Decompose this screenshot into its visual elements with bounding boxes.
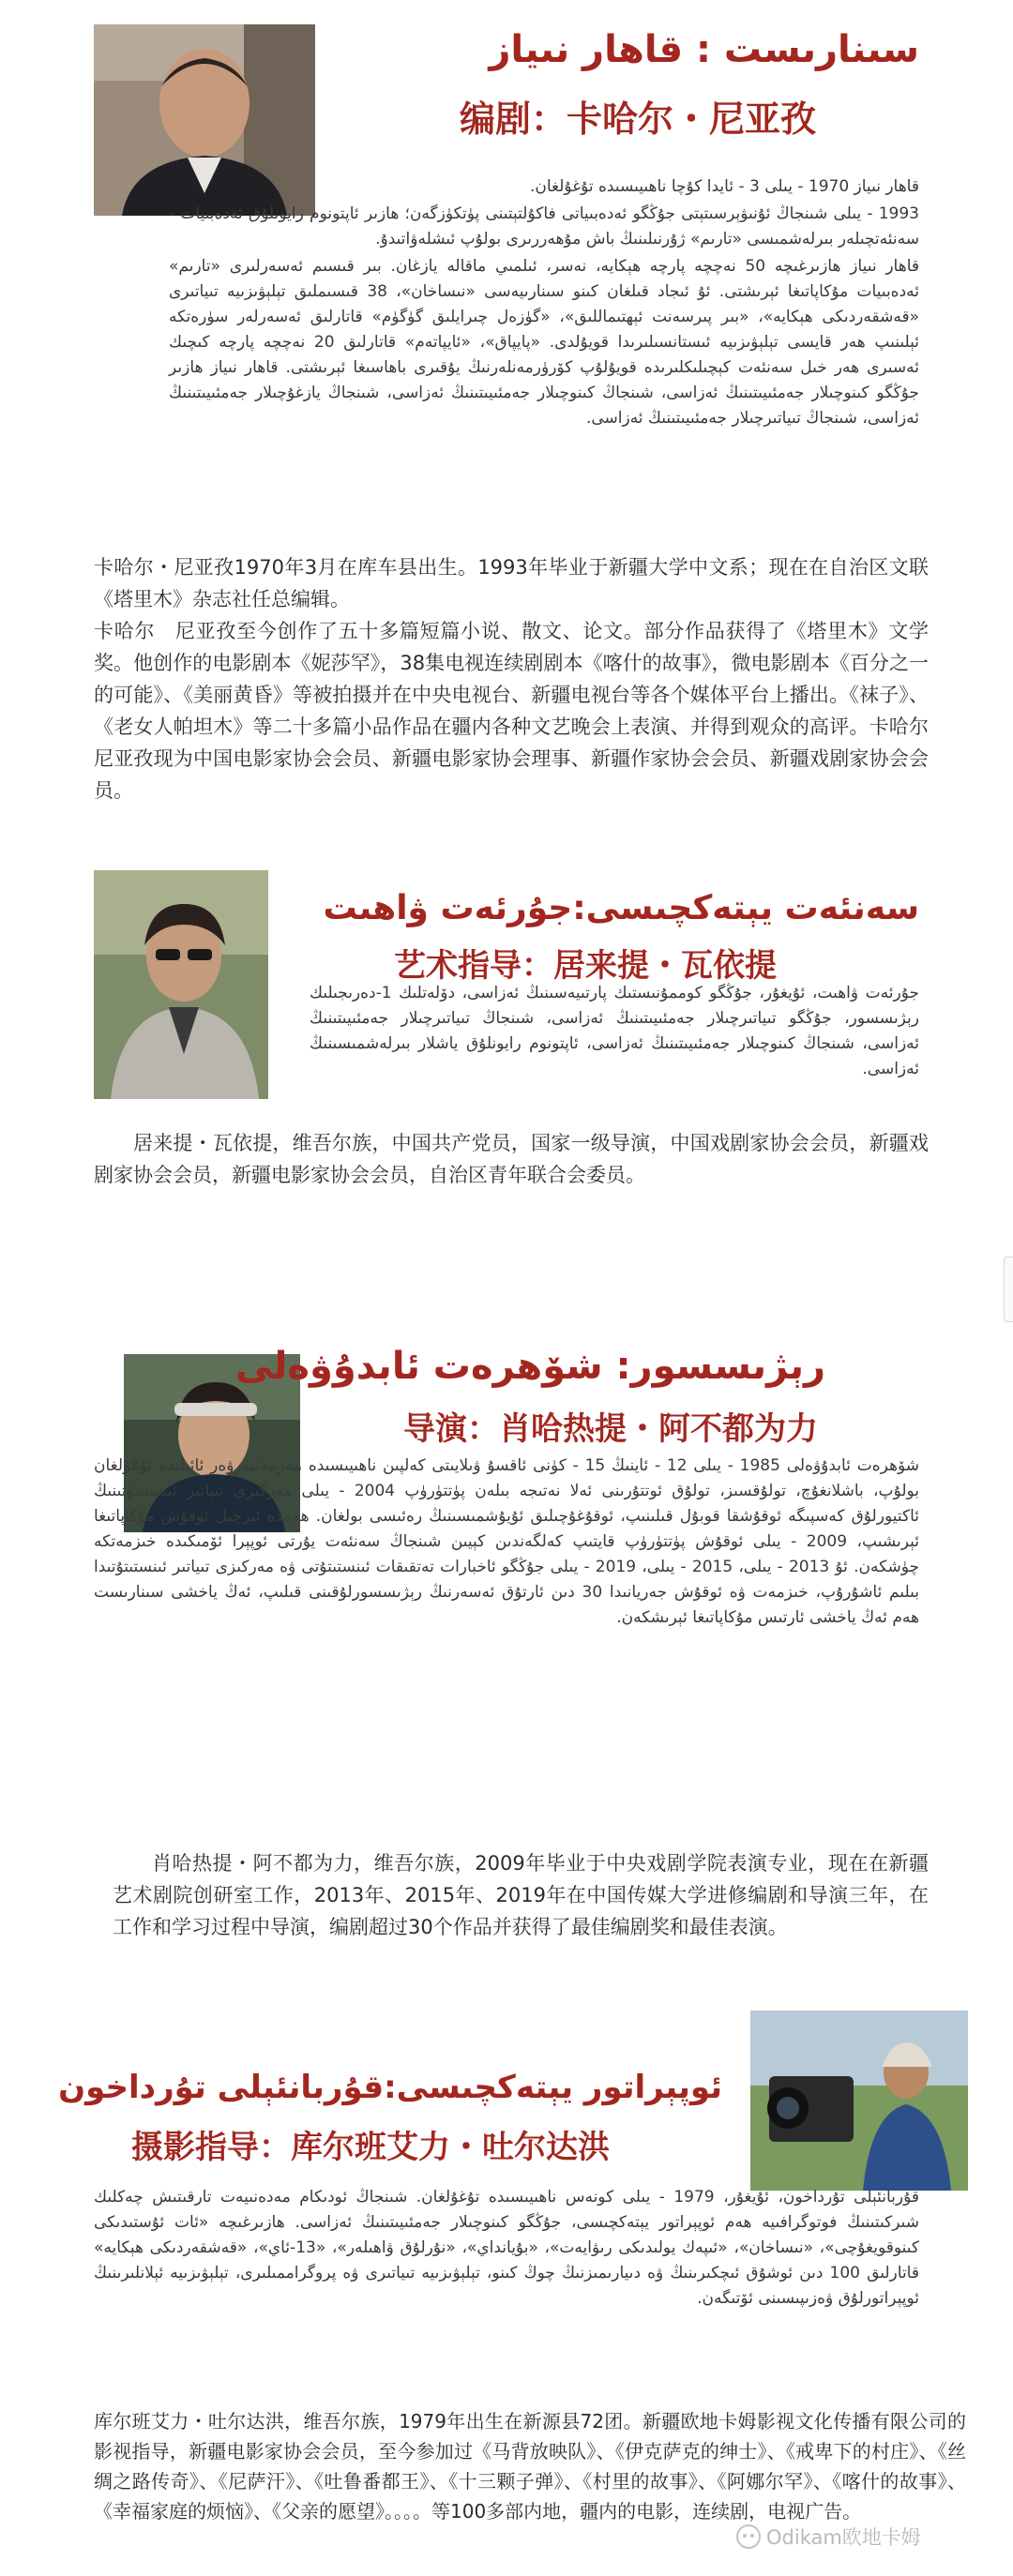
screenwriter-bio-ug-para-3: قاھار نىياز ھازىرغىچە 50 نەچچە پارچە ھېكايە، نەسر، ئىلمىي ماقالە يازغان. بىر قىسىم ئەسەرلىرى «تارىم» ئەدەبىيات مۇكاپاتىغا ئېرىشتى. ئۇ ئىجاد قىلغان كىنو سىنارىيەسى «نىساخان»، 38 قىسىملىق تېلېۋىزىيە تىياتىرى «قەشقەردىكى ھېكايە»، «بىر پىرسەنت ئېھتىماللىق»، «گۈزەل چىرايلىق گۈگۈم» قاتارلىق ئەسەرلەر سۈرەتكە ئېلىنىپ ھەر قايسى تېلېۋىزىيە ئىستانسىلىرىدا قويۇلدى. «پايپاق»، «ئايپاتەم» قاتارلىق 20 نەچچە پارچە كىچىك ئەسىرى ھەر خىل سەنئەت كېچىلىكلىرىدە قويۇلۇپ كۆرۈرمەنلەرنىڭ يۇقىرى باھاسىغا ئېرىشتى. قاھار نىياز ھازىر جۇڭگو كىنوچىلار جەمئىيىتىنىڭ ئەزاسى، شىنجاڭ كىنوچىلار جەمئىيىتىنىڭ ئەزاسى، شىنجاڭ يازغۇچىلار جەمئىيىتىنىڭ ئەزاسى، شىنجاڭ تىياتىرچىلار جەمئىيىتىنىڭ ئەزاسى. xyxy=(169,257,919,428)
art-director-title-ug: سەنئەت يېتەكچىسى:جۇرئەت ۋاھىت xyxy=(323,889,919,927)
director-title-cn: 导演：肖哈热提・阿不都为力 xyxy=(403,1410,818,1448)
photographer-title-cn: 摄影指导：库尔班艾力・吐尔达洪 xyxy=(131,2129,610,2166)
photographer-bio-cn: 库尔班艾力・吐尔达洪，维吾尔族，1979年出生在新源县72团。新疆欧地卡姆影视文化传播有限公司的影视指导，新疆电影家协会会员，至今参加过《马背放映队》、《伊克萨克的绅士》、《戒卑下的村庄》、《丝绸之路传奇》、《尼萨汗》、《吐鲁番都王》、《十三颗子弹》、《村里的故事》、《阿娜尔罕》、《喀什的故事》、《幸福家庭的烦恼》、《父亲的愿望》。。。。等100多部内地，疆内的电影，连续剧，电视广告。 xyxy=(94,2410,966,2523)
director-title-ug: رېژىسسور: شۆھرەت ئابدۇۋەلى xyxy=(234,1345,825,1388)
screenwriter-title-cn: 编剧：卡哈尔・尼亚孜 xyxy=(460,98,817,140)
photographer-title-ug: ئوپېراتور يېتەكچىسى:قۇربانئېلى تۇرداخون xyxy=(58,2069,722,2106)
art-director-portrait xyxy=(94,870,268,1099)
screenwriter-section xyxy=(0,0,1013,844)
art-director-title-cn: 艺术指导：居来提・瓦依提 xyxy=(394,947,777,985)
director-bio-cn: 肖哈热提・阿不都为力，维吾尔族，2009年毕业于中央戏剧学院表演专业，现在在新疆艺术剧院创研室工作，2013年、2015年、2019年在中国传媒大学进修编剧和导演三年，在工作和学习过程中导演，编剧超过30个作品并获得了最佳编剧奖和最佳表演。 xyxy=(113,1852,929,1938)
art-director-section xyxy=(0,863,1013,1285)
art-director-bio-ug: جۇرئەت ۋاھىت، ئۇيغۇر، جۇڭگو كوممۇنىستىك پارتىيەسىنىڭ ئەزاسى، دۆلەتلىك 1-دەرىجىلىك رېژىسسور، جۇڭگو تىياتىرچىلار جەمئىيىتىنىڭ ئەزاسى، شىنجاڭ تىياتىرچىلار جەمئىيىتىنىڭ ئەزاسى، شىنجاڭ كىنوچىلار جەمئىيىتىنىڭ ئەزاسى، ئاپتونوم رايونلۇق ياشلار بىرلەشمىسىنىڭ ئەزاسى. xyxy=(310,984,919,1078)
art-director-bio-cn: 居来提・瓦依提，维吾尔族，中国共产党员，国家一级导演，中国戏剧家协会会员，新疆戏剧家协会会员，新疆电影家协会会员，自治区青年联合会委员。 xyxy=(94,1132,929,1186)
screenwriter-bio-ug-para-2: 1993 - يىلى شىنجاڭ ئۇنىۋېرسىتېتى جۇڭگو ئەدەبىياتى فاكۇلتېتىنى پۈتكۈزگەن؛ ھازىر ئاپتونوم رايونلۇق ئەدەبىيات - سەنئەتچىلەر بىرلەشمىسى «تارىم» ژۇرنىلىنىڭ باش مۇھەررىرى بولۇپ ئىشلەۋاتىدۇ. xyxy=(169,204,919,249)
photographer-portrait xyxy=(750,2011,968,2191)
wechat-icon xyxy=(736,2524,761,2549)
screenwriter-title-ug: سىنارىست : قاھار نىياز xyxy=(489,28,919,71)
screenwriter-bio-ug xyxy=(169,174,919,433)
screenwriter-bio-cn-para-1: 卡哈尔・尼亚孜1970年3月在库车县出生。1993年毕业于新疆大学中文系；现在在自治区文联《塔里木》杂志社任总编辑。 xyxy=(94,556,929,610)
photographer-section xyxy=(0,1997,1013,2576)
watermark-text: Odikam欧地卡姆 xyxy=(766,2526,921,2549)
watermark xyxy=(736,2523,921,2551)
screenwriter-bio-cn xyxy=(94,551,948,806)
director-section xyxy=(0,1294,1013,1988)
screenwriter-bio-cn-para-2: 卡哈尔 尼亚孜至今创作了五十多篇短篇小说、散文、论文。部分作品获得了《塔里木》文学奖。他创作的电影剧本《妮莎罕》，38集电视连续剧剧本《喀什的故事》，微电影剧本《百分之一的可能》、《美丽黄昏》等被拍摄并在中央电视台、新疆电视台等各个媒体平台上播出。《袜子》、《老女人帕坦木》等二十多篇小品作品在疆内各种文艺晚会上表演、并得到观众的高评。卡哈尔 尼亚孜现为中国电影家协会会员、新疆电影家协会理事、新疆作家协会会员、新疆戏剧家协会会员。 xyxy=(94,620,948,802)
scroll-handle[interactable] xyxy=(1004,1257,1013,1322)
director-bio-ug: شۆھرەت ئابدۇۋەلى 1985 - يىلى 12 - ئاينىڭ 15 - كۈنى ئاقسۇ ۋىلايىتى كەلپىن ناھىيىسىدە مەرىپەتپەرۋەر ئائىلىدە تۇغۇلغان بولۇپ، باشلانغۇچ، تولۇقسىز، تولۇق ئوتتۇرىنى ئەلا نەتىجە بىلەن پۈتتۈرۈپ 2004 - يىلى مەركىزى تىياتىر ئىنستىتۇتىنىڭ ئاكتيورلۇق كەسپىگە ئوقۇشقا قوبۇل قىلىنىپ، ئوقۇغۇچىلىق ئۇيۇشمىسىنىڭ رەئىسى بولغان. ھەمدە ئىزچىل ئوقۇش مۇكاپاتىغا ئېرىشىپ، 2009 - يىلى ئوقۇش پۈتتۈرۈپ قايتىپ كەلگەندىن كېيىن شىنجاڭ سەنئەت يۇرتى ئوپېرا ئۆمىكىدە خىزمەتكە چۈشكەن. ئۇ 2013 - يىلى، 2015 - يىلى، 2019 - يىلى جۇڭگو ئاخبارات تەتقىقات ئىنستىتۇتى ۋە مەركىزى تىياتىر ئىنستىتۇتىدا بىلىم ئاشۇرۇپ، خىزمەت ۋە ئوقۇش جەريانىدا 30 دىن ئارتۇق ئەسەرنىڭ رېژىسسورلۇقىنى قىلىپ، ئەڭ ياخشى سىنارىست ھەم ئەڭ ياخشى ئارتىس مۇكاپاتىغا ئېرىشكەن. xyxy=(94,1456,920,1627)
screenwriter-bio-ug-para-1: قاھار نىياز 1970 - يىلى 3 - ئايدا كۇچا ناھىيىسىدە تۇغۇلغان. xyxy=(529,177,919,196)
photographer-bio-ug: قۇربانئېلى تۇرداخون، ئۇيغۇر، 1979 - يىلى كونەس ناھىيىسىدە تۇغۇلغان. شىنجاڭ ئودىكام مەدەنىيەت تارقىتىش چەكلىك شىركىتىنىڭ فوتوگرافىيە ھەم ئوپېراتور يېتەكچىسى، جۇڭگو كىنوچىلار جەمئىيىتىنىڭ ئەزاسى. ھازىرغىچە «ئات ئۇستىدىكى كىنوقويغۇچى»، «نىساخان»، «ئىپەك يولىدىكى رىۋايەت»، «بۇيانداي»، «نۇرلۇق ۋاھىلەر»، «13-ئاي»، «قەشقەردىكى ھېكايە» قاتارلىق 100 دىن ئوشۇق ئىچكىرىنىڭ ۋە دىيارىمىزنىڭ چوڭ كىنو، تېلېۋىزىيە تىياتىرى ۋە پروگراممىلىرى، تېلېۋىزىيە ئېلانلىرىنىڭ ئوپېراتورلۇق ۋەزىپىسىنى ئۆتىگەن. xyxy=(94,2188,920,2308)
